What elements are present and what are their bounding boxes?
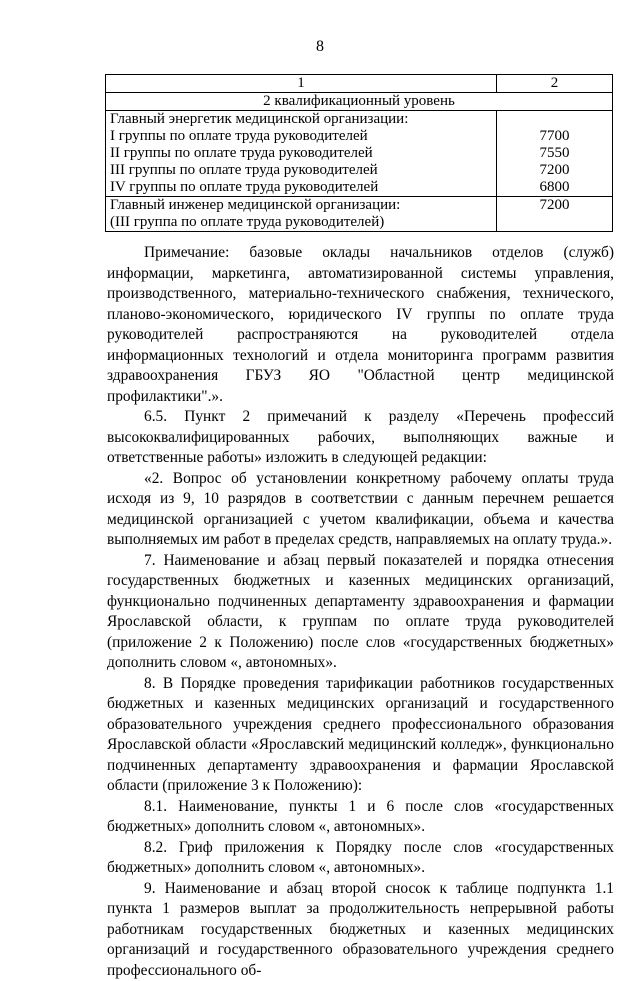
paragraph-8: 8. В Порядке проведения тарификации работников государственных бюджетных и казенных медицинских организаций и государственного образовательного учреждения среднего профессионального образования Ярославской области «Ярославский медицинский колледж», функционально подчиненных департаменту здравоохранения и фармации Ярославской области (приложение 3 к Положению): [107,674,614,797]
table-col-header: 2 [497,75,613,93]
quoted-paragraph: «2. Вопрос об установлении конкретному рабочему оплаты труда исходя из 9, 10 разрядов в соответствии с данным перечнем решается медицинской организацией с учетом квалификации, объема и качества выполняемых им работ в пределах средств, направляемых на оплату труда.». [107,469,614,551]
position-line: (III группа по оплате труда руководителей) [110,214,492,231]
paragraph-8-2: 8.2. Гриф приложения к Порядку после слов «государственных бюджетных» дополнить словом «, автономных». [107,838,614,879]
salary-cell [497,197,613,232]
salary-value: 6800 [501,179,608,196]
qualification-level-label: 2 квалификационный уровень [106,93,613,111]
note-paragraph: Примечание: базовые оклады начальников отделов (служб) информации, маркетинга, автоматизированной системы управления, производственного, материально-технического снабжения, технического, планово-экономического, юридического IV группы по оплате труда руководителей распространяются на руководителей отдела информационных технологий и отдела мониторинга программ развития здравоохранения ГБУЗ ЯО "Областной центр медицинской профилактики".». [107,243,614,407]
salary-value [501,214,608,231]
table-row [106,197,613,232]
table-col-header: 1 [106,75,497,93]
table-header-row [106,75,613,93]
paragraph-9: 9. Наименование и абзац второй сносок к таблице подпункта 1.1 пункта 1 размеров выплат за продолжительность непрерывной работы работникам государственных бюджетных и казенных медицинских организаций и государственного образовательного учреждения среднего профессионального об- [107,879,614,981]
position-line: Главный инженер медицинской организации: [110,197,492,214]
position-line: I группы по оплате труда руководителей [110,128,492,145]
position-line: II группы по оплате труда руководителей [110,145,492,162]
salary-value [501,111,608,128]
page-number: 8 [0,38,640,56]
position-cell [106,197,497,232]
salary-table [105,74,613,232]
paragraph-7: 7. Наименование и абзац первый показателей и порядка отнесения государственных бюджетных и казенных медицинских организаций, функционально подчиненных департаменту здравоохранения и фармации Ярославской области, к группам по оплате труда руководителей (приложение 2 к Положению) после слов «государственных бюджетных» дополнить словом «, автономных». [107,551,614,674]
salary-value: 7550 [501,145,608,162]
qualification-level-row [106,93,613,111]
salary-value: 7200 [501,197,608,214]
salary-cell [497,111,613,197]
salary-value: 7200 [501,162,608,179]
document-body [107,243,614,981]
table-row [106,111,613,197]
position-line: Главный энергетик медицинской организации: [110,111,492,128]
salary-value: 7700 [501,128,608,145]
position-line: III группы по оплате труда руководителей [110,162,492,179]
paragraph-8-1: 8.1. Наименование, пункты 1 и 6 после слов «государственных бюджетных» дополнить словом «, автономных». [107,797,614,838]
paragraph-6-5: 6.5. Пункт 2 примечаний к разделу «Перечень профессий высококвалифицированных рабочих, выполняющих важные и ответственные работы» изложить в следующей редакции: [107,407,614,469]
position-cell [106,111,497,197]
position-line: IV группы по оплате труда руководителей [110,179,492,196]
